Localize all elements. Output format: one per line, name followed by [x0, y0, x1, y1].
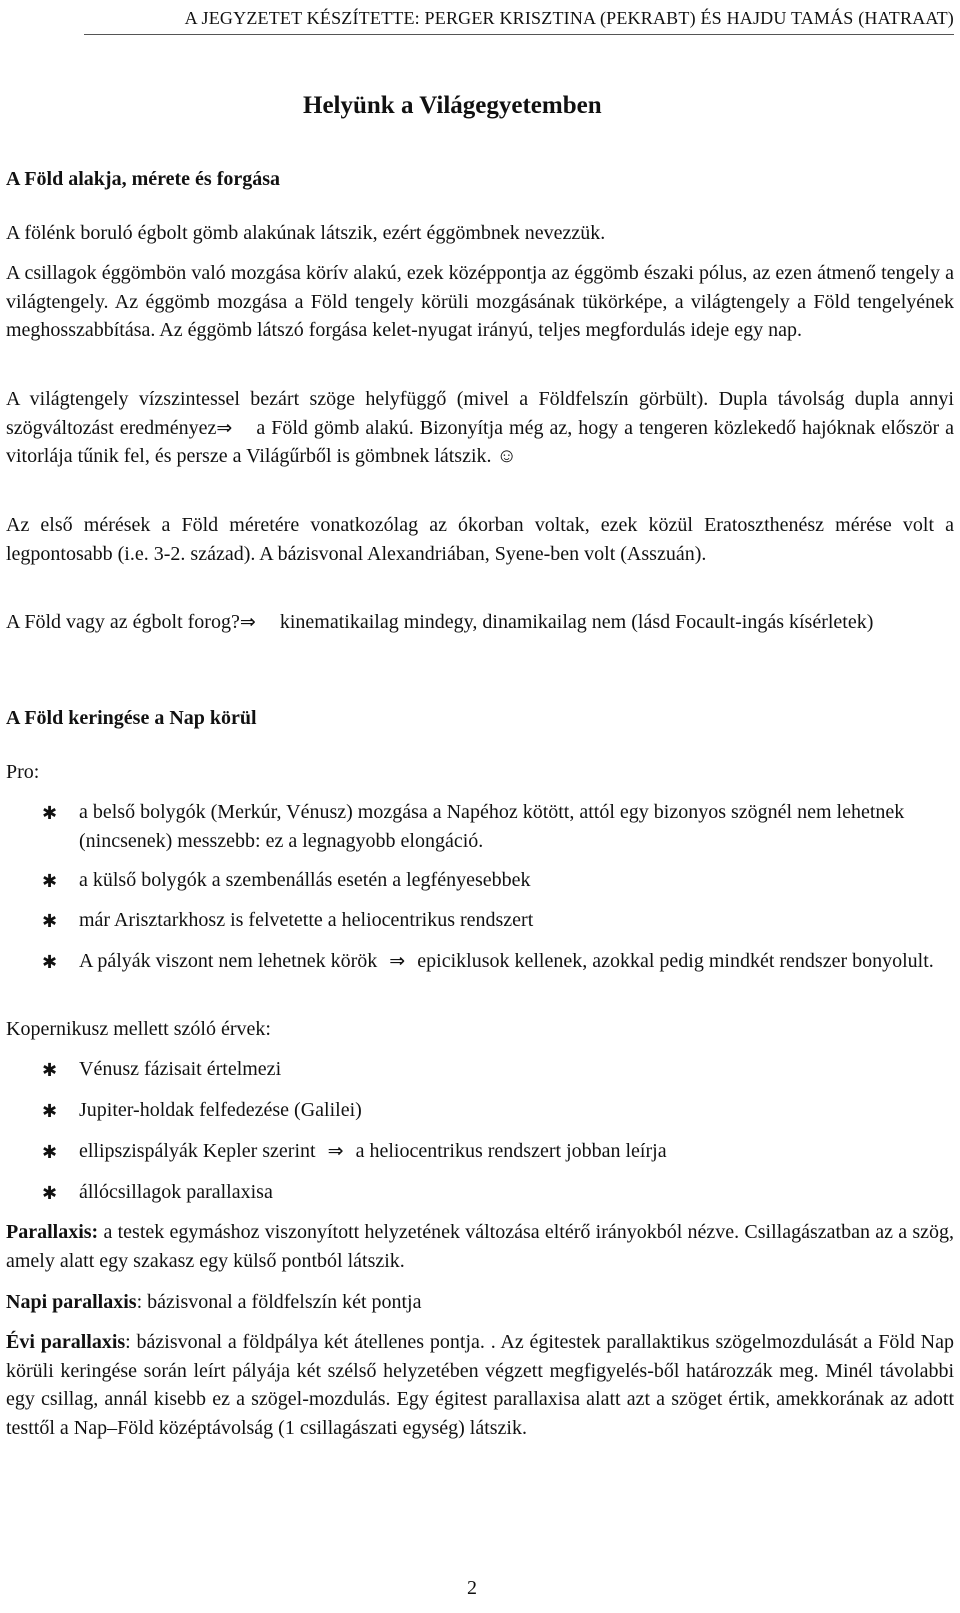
text-span: a heliocentrikus rendszert jobban leírja [355, 1140, 667, 1162]
definition-text: a testek egymáshoz viszonyított helyzetének változása eltérő irányokból nézve. Csillagászatban az a szög, amely alatt egy szakasz egy külső pontból látszik. [6, 1221, 955, 1272]
list-item [6, 798, 954, 855]
section-heading-earth-shape: A Föld alakja, mérete és forgása [6, 168, 281, 190]
annual-parallax-definition [6, 1328, 954, 1442]
list-item [6, 947, 954, 976]
list-item [6, 906, 954, 935]
text-span: ellipszispályák Kepler szerint [79, 1140, 316, 1162]
list-item-text: a külső bolygók a szembenállás esetén a legfényesebbek [79, 869, 531, 891]
definition-text: : bázisvonal a földpálya két átellenes pontja. . Az égitestek parallaktikus szögelmozdulását a Föld Nap körüli keringése során leírt pályája két szélső helyzetében végzett megfigyelés-ből határozzák meg. Minél távolabbi egy csillag, annál kisebb ez a szögel-mozdulás. Egy égitest parallaxisa alatt azt a szöget értik, amekkorának az adott testtől a Nap–Föld középtávolság (1 csillagászati egység) látszik. [6, 1331, 955, 1439]
running-header: A JEGYZETET KÉSZÍTETTE: PERGER KRISZTINA (PEKRABT) ÉS HAJDU TAMÁS (HATRAAT) [84, 4, 954, 35]
asterisk-bullet-icon: ✱ [42, 1060, 58, 1081]
text-span: A pályák viszont nem lehetnek körök [79, 950, 378, 972]
asterisk-bullet-icon: ✱ [42, 1183, 58, 1204]
copernicus-label: Kopernikusz mellett szóló érvek: [6, 1018, 271, 1040]
page-number: 2 [467, 1577, 477, 1599]
list-item-text: már Arisztarkhosz is felvetette a heliocentrikus rendszert [79, 909, 534, 931]
asterisk-bullet-icon: ✱ [42, 803, 58, 824]
list-item [6, 1137, 954, 1166]
text-span: A Föld vagy az égbolt forog? [6, 611, 240, 633]
term-daily-parallax: Napi parallaxis [6, 1291, 137, 1313]
list-item-text: Jupiter-holdak felfedezése (Galilei) [79, 1099, 362, 1121]
asterisk-bullet-icon: ✱ [42, 871, 58, 892]
implies-arrow-icon: ⇒ [389, 950, 406, 972]
term-parallax: Parallaxis: [6, 1221, 99, 1243]
term-annual-parallax: Évi parallaxis [6, 1331, 126, 1353]
implies-arrow-icon: ⇒ [216, 416, 233, 439]
list-item [6, 1178, 954, 1207]
asterisk-bullet-icon: ✱ [42, 911, 58, 932]
paragraph-rotation [6, 608, 954, 637]
list-item [6, 866, 954, 895]
list-item-text [79, 947, 954, 976]
asterisk-bullet-icon: ✱ [42, 952, 58, 973]
document-page [6, 0, 954, 1613]
asterisk-bullet-icon: ✱ [42, 1142, 58, 1163]
list-item-text: a belső bolygók (Merkúr, Vénusz) mozgása a Napéhoz kötött, attól egy bizonyos szögnél nem lehetnek (nincsenek) messzebb: ez a legnagyobb elongáció. [79, 801, 905, 852]
list-item-text: Vénusz fázisait értelmezi [79, 1058, 282, 1080]
text-span: kinematikailag mindegy, dinamikailag nem (lásd Focault-ingás kísérletek) [279, 611, 874, 633]
list-item [6, 1055, 954, 1084]
text-span: A világtengely vízszintessel bezárt szöge helyfüggő (mivel a Földfelszín görbült). Dupla távolság dupla annyi szögváltozást eredményez [6, 388, 954, 439]
definition-text: : bázisvonal a földfelszín két pontja [136, 1291, 422, 1313]
implies-arrow-icon: ⇒ [239, 611, 256, 633]
implies-arrow-icon: ⇒ [327, 1140, 344, 1162]
daily-parallax-definition [6, 1288, 954, 1317]
asterisk-bullet-icon: ✱ [42, 1101, 58, 1122]
pro-label: Pro: [6, 761, 40, 783]
list-item-text [79, 1137, 954, 1166]
text-span: a Föld gömb alakú. Bizonyítja még az, hogy a tengeren közlekedő hajóknak először a vitorlája tűnik fel, és persze a Világűrből is gömbnek látszik. [6, 416, 954, 467]
list-item [6, 1096, 954, 1125]
parallax-definition [6, 1218, 954, 1275]
paragraph-celestial-sphere: A fölénk boruló égbolt gömb alakúnak látszik, ezért éggömbnek nevezzük. [6, 222, 606, 244]
page-title: Helyünk a Világegyetemben [303, 92, 602, 119]
paragraph-earth-curvature [6, 385, 954, 471]
list-item-text: állócsillagok parallaxisa [79, 1181, 273, 1203]
paragraph-eratosthenes: Az első mérések a Föld méretére vonatkozólag az ókorban voltak, ezek közül Eratoszthenész mérése volt a legpontosabb (i.e. 3-2. század). A bázisvonal Alexandriában, Syene-ben volt (Asszuán). [6, 514, 954, 565]
section-heading-revolution: A Föld keringése a Nap körül [6, 707, 257, 729]
paragraph-world-axis: A csillagok éggömbön való mozgása körív alakú, ezek középpontja az éggömb északi pólus, az ezen átmenő tengely a világtengely. Az éggömb mozgása a Föld tengely körüli mozgásának tükörképe, a világtengely a Föld tengelyének meghosszabbítása. Az éggömb látszó forgása kelet-nyugat irányú, teljes megfordulás ideje egy nap. [6, 262, 954, 341]
text-span: epiciklusok kellenek, azokkal pedig mindkét rendszer bonyolult. [417, 950, 934, 972]
smiley-icon: ☺ [496, 445, 517, 467]
